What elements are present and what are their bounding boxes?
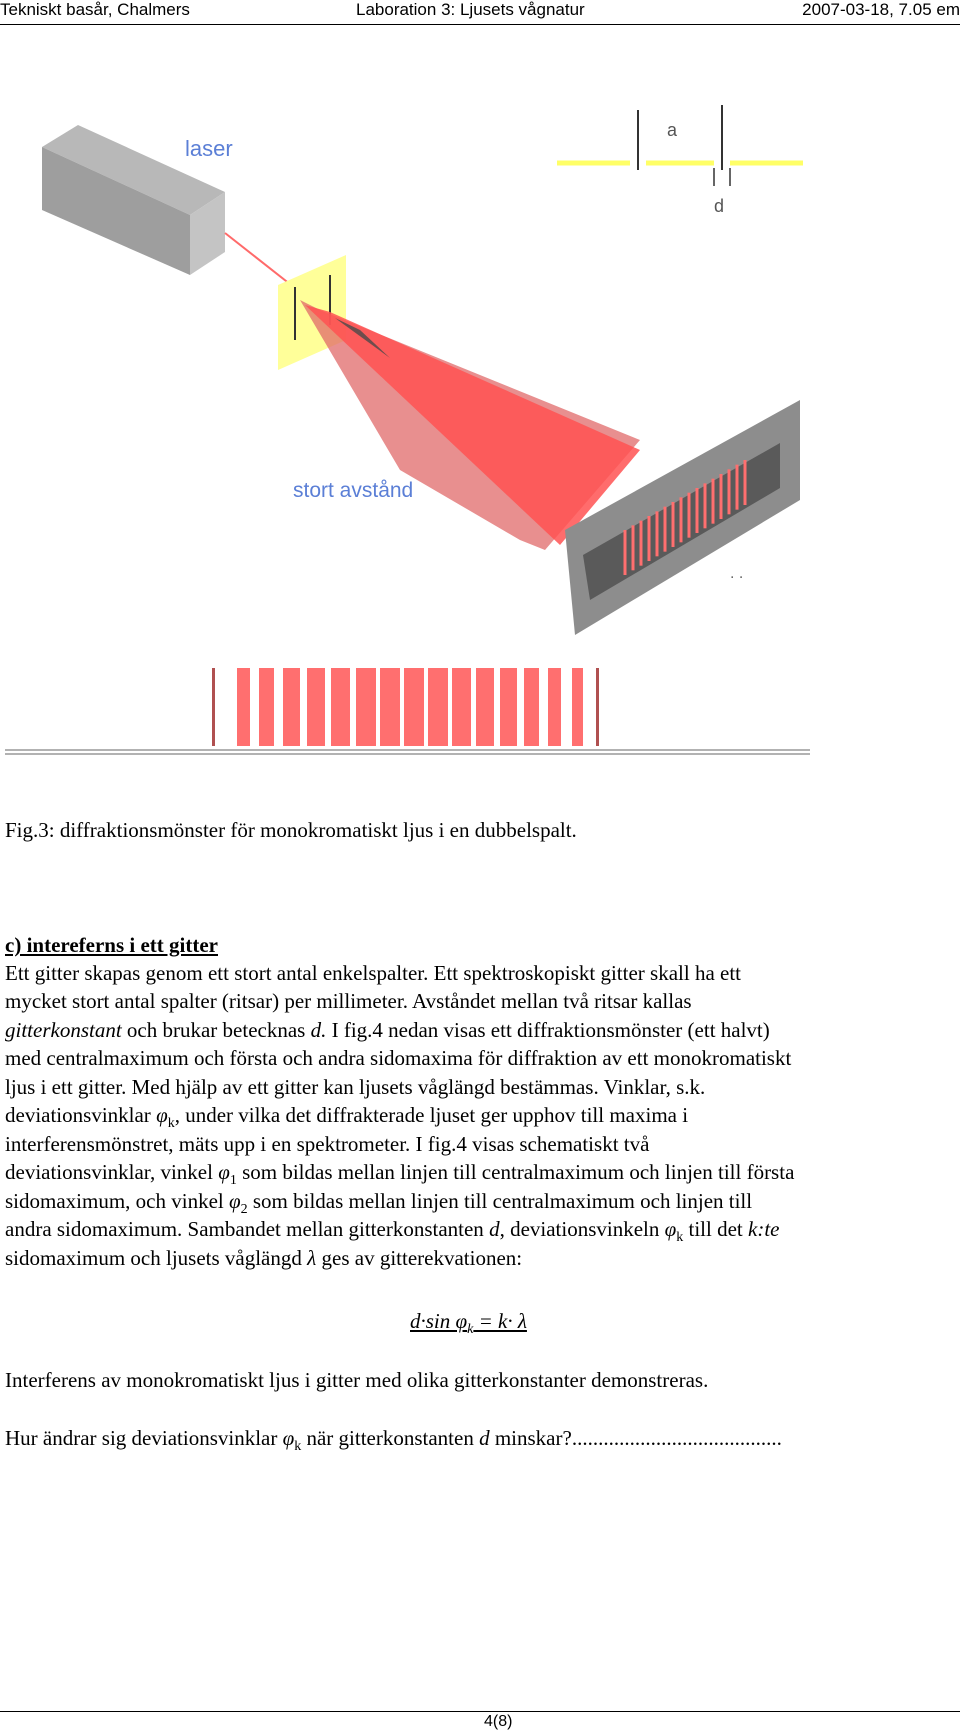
symbol-phi: φ: [218, 1160, 230, 1184]
subscript-k: k: [294, 1439, 302, 1455]
text-segment: deviationsvinklar: [5, 1103, 157, 1127]
page-number: 4(8): [484, 1713, 513, 1730]
term-gitterkonstant: gitterkonstant: [5, 1018, 122, 1042]
fringe-stripe: [212, 668, 215, 746]
text-segment: till det: [683, 1217, 748, 1241]
text-segment: sidomaximum, och vinkel: [5, 1189, 229, 1213]
symbol-lambda: λ: [307, 1246, 317, 1270]
text-segment: och brukar betecknas: [121, 1018, 311, 1042]
fringe-stripe: [331, 668, 350, 746]
fringe-stripe: [283, 668, 300, 746]
footer-rule: [0, 1711, 960, 1712]
subscript-k: k: [167, 1116, 175, 1132]
fringe-stripe: [307, 668, 325, 746]
symbol-phi: φ: [228, 1189, 241, 1213]
paragraph-line-8: [5, 1158, 795, 1189]
slit-distance-label: d: [714, 196, 725, 216]
paragraph-line-9: [5, 1187, 753, 1218]
symbol-d: d.: [310, 1018, 327, 1042]
grating-equation: [410, 1307, 527, 1338]
paragraph-line-4: med centralmaximum och första och andra sidomaxima för diffraktion av ett monokromatiskt: [5, 1046, 792, 1070]
fringe-stripe: [476, 668, 494, 746]
fringe-stripe: [259, 668, 274, 746]
subscript-k: k: [676, 1230, 684, 1246]
fringe-stripe: [524, 668, 539, 746]
text-segment: Hur ändrar sig deviationsvinklar: [5, 1426, 283, 1450]
answer-blank[interactable]: minskar?........................................: [489, 1426, 782, 1450]
fringe-stripe: [452, 668, 471, 746]
slit-width-label: a: [667, 120, 678, 140]
demo-statement: Interferens av monokromatiskt ljus i gitter med olika gitterkonstanter demonstreras.: [5, 1368, 709, 1392]
fringe-stripe: [237, 668, 250, 746]
section-heading: c) intereferns i ett gitter: [5, 933, 218, 957]
laser-label: laser: [185, 136, 233, 161]
question-line: [5, 1424, 782, 1455]
header-left: Tekniskt basår, Chalmers: [0, 0, 190, 19]
fringe-stripe: [356, 668, 376, 746]
subscript-1: 1: [229, 1173, 237, 1189]
fringe-stripe: [428, 668, 448, 746]
text-segment: , deviationsvinkeln: [499, 1217, 665, 1241]
fringe-stripe: [548, 668, 561, 746]
paragraph-line-2: mycket stort antal spalter (ritsar) per millimeter. Avståndet mellan två ritsar kallas: [5, 989, 692, 1013]
distance-label: stort avstånd: [293, 479, 414, 502]
subscript-2: 2: [240, 1202, 248, 1218]
text-segment: som bildas mellan linjen till centralmaximum och linjen till: [247, 1189, 753, 1213]
formula-left: d·sin: [410, 1309, 456, 1333]
figure-caption: Fig.3: diffraktionsmönster för monokromatiskt ljus i en dubbelspalt.: [5, 818, 577, 842]
paragraph-line-10: [5, 1215, 780, 1246]
fringe-stripe: [380, 668, 400, 746]
text-segment: sidomaximum och ljusets våglängd: [5, 1246, 308, 1270]
paragraph-line-1: Ett gitter skapas genom ett stort antal enkelspalter. Ett spektroskopiskt gitter skall ha ett: [5, 961, 742, 985]
fringe-stripe: [596, 668, 599, 746]
subscript-k: k: [467, 1322, 474, 1338]
symbol-phi: φ: [664, 1217, 677, 1241]
symbol-d: d: [479, 1426, 490, 1450]
text-segment: andra sidomaximum. Sambandet mellan gitterkonstanten: [5, 1217, 490, 1241]
header-title: Laboration 3: Ljusets vågnatur: [356, 0, 585, 19]
header-date: 2007-03-18, 7.05 em: [802, 0, 960, 19]
paragraph-line-3: [5, 1016, 770, 1044]
text-segment: ges av gitterekvationen:: [316, 1246, 523, 1270]
term-kte: k:te: [748, 1217, 780, 1241]
symbol-phi: φ: [455, 1309, 468, 1333]
fringe-stripe: [500, 668, 517, 746]
text-segment: I fig.4 nedan visas ett diffraktionsmönster (ett halvt): [326, 1018, 770, 1042]
paragraph-line-7: interferensmönstret, mäts upp i en spektrometer. I fig.4 visas schematiskt två: [5, 1132, 650, 1156]
text-segment: deviationsvinklar, vinkel: [5, 1160, 219, 1184]
text-segment: när gitterkonstanten: [301, 1426, 480, 1450]
paragraph-line-5: ljus i ett gitter. Med hjälp av ett gitter kan ljusets våglängd bestämmas. Vinklar, s.k.: [5, 1075, 706, 1099]
symbol-d: d: [489, 1217, 500, 1241]
fringe-pattern: [212, 668, 599, 746]
fringe-stripe: [404, 668, 424, 746]
paragraph-line-11: [5, 1244, 522, 1272]
header-rule: [0, 24, 960, 25]
symbol-phi: φ: [156, 1103, 168, 1127]
double-slit-figure: [0, 95, 820, 765]
text-segment: , under vilka det diffrakterade ljuset ger upphov till maxima i: [174, 1103, 689, 1127]
text-segment: som bildas mellan linjen till centralmaximum och linjen till första: [236, 1160, 795, 1184]
dots-label: . .: [730, 565, 744, 582]
symbol-phi: φ: [282, 1426, 295, 1450]
fringe-stripe: [572, 668, 583, 746]
formula-right: = k· λ: [473, 1309, 527, 1333]
paragraph-line-6: [5, 1101, 689, 1132]
